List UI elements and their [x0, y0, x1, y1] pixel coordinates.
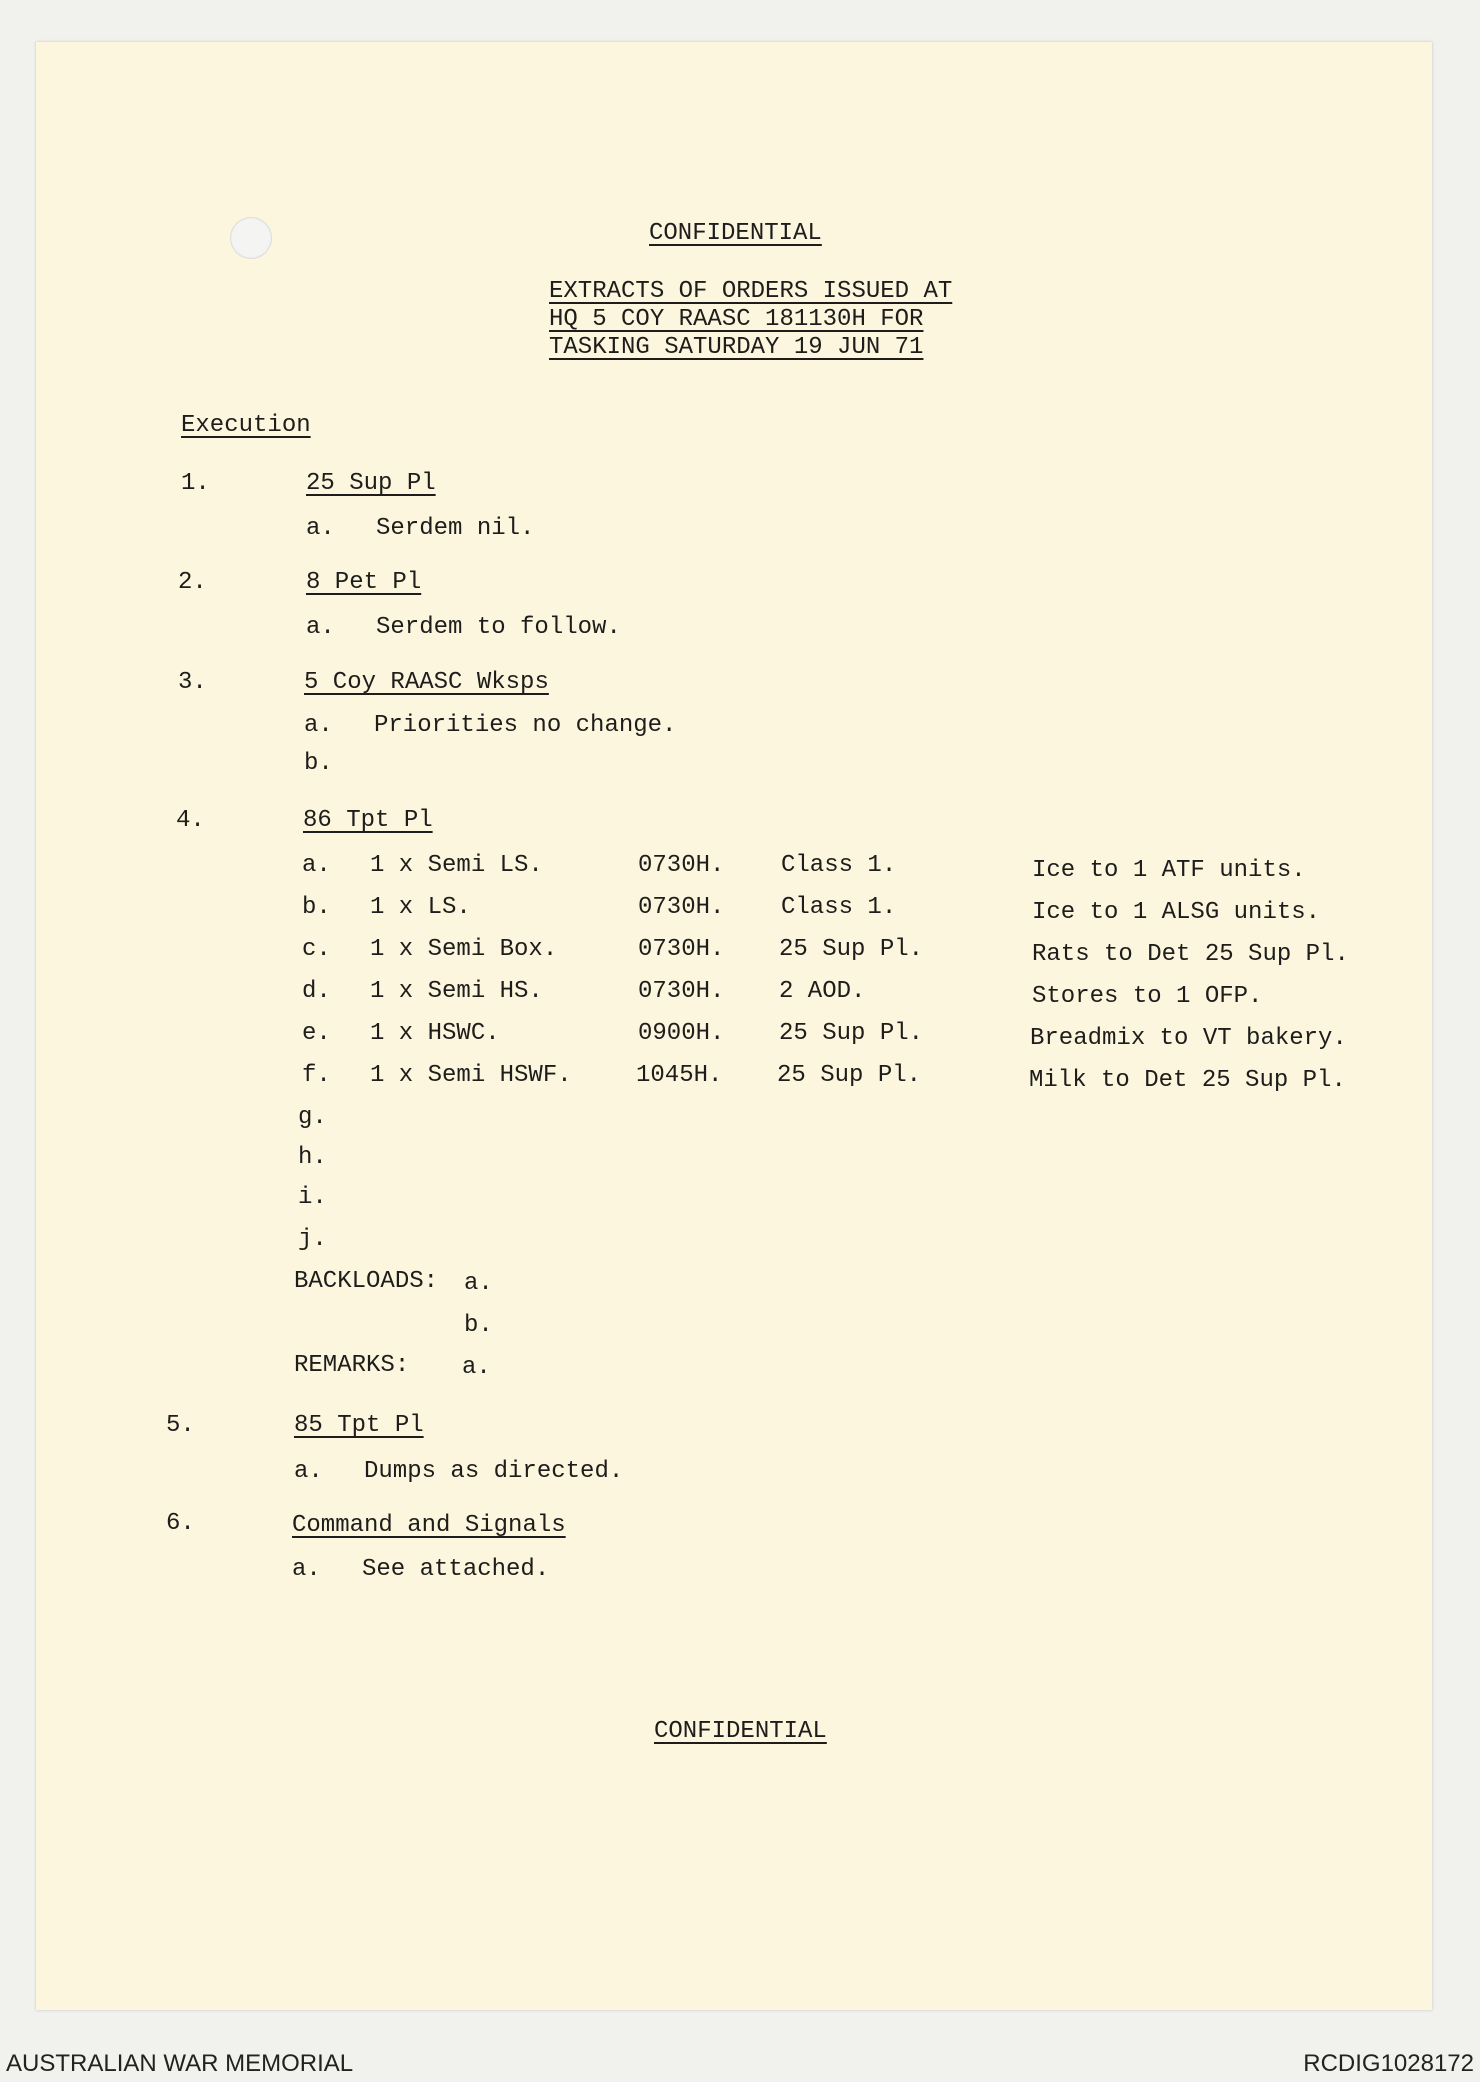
remarks-entry: a. — [462, 1354, 491, 1381]
row-task: Breadmix to VT bakery. — [1030, 1025, 1347, 1052]
blank-letter: h. — [298, 1144, 327, 1171]
blank-letter: g. — [298, 1104, 327, 1131]
row-time: 0730H. — [638, 852, 725, 879]
backloads-entry: b. — [464, 1312, 493, 1339]
item-heading: 8 Pet Pl — [306, 569, 422, 596]
row-vehicle: 1 x Semi Box. — [370, 936, 558, 963]
row-letter: d. — [302, 978, 331, 1005]
sub-letter: a. — [294, 1458, 323, 1485]
sub-letter: a. — [306, 515, 335, 542]
row-letter: c. — [302, 936, 331, 963]
item-number: 3. — [178, 669, 207, 696]
row-vehicle: 1 x Semi HS. — [370, 978, 543, 1005]
sub-text: Serdem to follow. — [376, 614, 621, 641]
item-heading: 86 Tpt Pl — [303, 807, 433, 834]
row-letter: f. — [302, 1062, 331, 1089]
sub-text: See attached. — [362, 1556, 550, 1583]
row-task: Stores to 1 OFP. — [1032, 983, 1263, 1010]
item-number: 4. — [176, 807, 205, 834]
item-heading: 5 Coy RAASC Wksps — [304, 669, 549, 696]
row-time: 0900H. — [638, 1020, 725, 1047]
row-time: 0730H. — [638, 936, 725, 963]
row-vehicle: 1 x Semi HSWF. — [370, 1062, 572, 1089]
title-line-3: TASKING SATURDAY 19 JUN 71 — [549, 334, 924, 361]
item-number: 1. — [181, 470, 210, 497]
blank-letter: j. — [298, 1226, 327, 1253]
row-vehicle: 1 x Semi LS. — [370, 852, 543, 879]
row-vehicle: 1 x HSWC. — [370, 1020, 500, 1047]
row-load: 25 Sup Pl. — [779, 936, 924, 963]
item-heading: 85 Tpt Pl — [294, 1412, 424, 1439]
title-line-2: HQ 5 COY RAASC 181130H FOR — [549, 306, 924, 333]
sub-letter: b. — [304, 750, 333, 777]
document-page — [36, 42, 1432, 2010]
row-load: Class 1. — [781, 894, 897, 921]
classification-bottom: CONFIDENTIAL — [654, 1718, 827, 1745]
punch-hole — [230, 217, 272, 259]
row-task: Rats to Det 25 Sup Pl. — [1032, 941, 1349, 968]
row-load: 25 Sup Pl. — [777, 1062, 922, 1089]
row-time: 0730H. — [638, 894, 725, 921]
item-heading: 25 Sup Pl — [306, 470, 436, 497]
item-heading: Command and Signals — [292, 1512, 566, 1539]
row-task: Milk to Det 25 Sup Pl. — [1029, 1067, 1346, 1094]
row-letter: b. — [302, 894, 331, 921]
row-task: Ice to 1 ALSG units. — [1032, 899, 1321, 926]
row-letter: e. — [302, 1020, 331, 1047]
sub-text: Priorities no change. — [374, 712, 677, 739]
classification-top: CONFIDENTIAL — [649, 220, 822, 247]
item-number: 6. — [166, 1510, 195, 1537]
row-vehicle: 1 x LS. — [370, 894, 471, 921]
item-number: 5. — [166, 1412, 195, 1439]
backloads-entry: a. — [464, 1270, 493, 1297]
row-load: Class 1. — [781, 852, 897, 879]
sub-letter: a. — [292, 1556, 321, 1583]
sub-letter: a. — [306, 614, 335, 641]
row-load: 25 Sup Pl. — [779, 1020, 924, 1047]
archive-watermark-left: AUSTRALIAN WAR MEMORIAL — [6, 2050, 354, 2077]
title-line-1: EXTRACTS OF ORDERS ISSUED AT — [549, 278, 953, 305]
section-heading: Execution — [181, 412, 311, 439]
row-time: 1045H. — [636, 1062, 723, 1089]
remarks-label: REMARKS: — [294, 1352, 410, 1379]
archive-watermark-right: RCDIG1028172 — [1303, 2050, 1474, 2077]
sub-text: Dumps as directed. — [364, 1458, 624, 1485]
blank-letter: i. — [298, 1184, 327, 1211]
row-time: 0730H. — [638, 978, 725, 1005]
row-letter: a. — [302, 852, 331, 879]
sub-text: Serdem nil. — [376, 515, 535, 542]
backloads-label: BACKLOADS: — [294, 1268, 439, 1295]
sub-letter: a. — [304, 712, 333, 739]
item-number: 2. — [178, 569, 207, 596]
row-task: Ice to 1 ATF units. — [1032, 857, 1306, 884]
row-load: 2 AOD. — [779, 978, 866, 1005]
